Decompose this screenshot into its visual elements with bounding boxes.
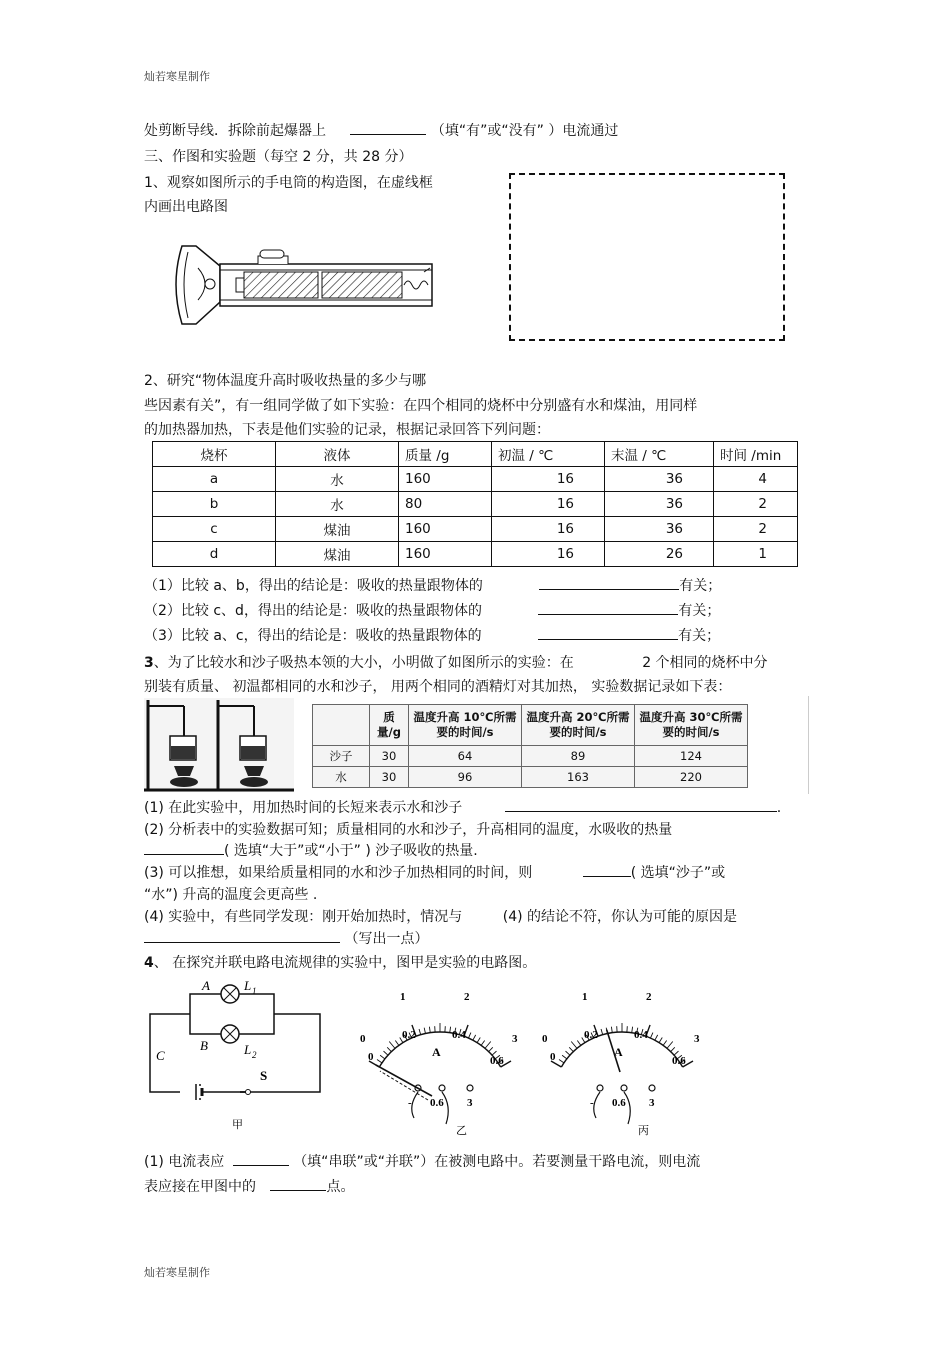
terminal-label: 3 [467, 1097, 473, 1109]
table-header: 质量 /g [399, 442, 492, 467]
q3-sub4-line2 [144, 928, 428, 948]
text: （填“串联”或“并联”）在被测电路中。若要测量干路电流，则电流 [293, 1154, 701, 1170]
lamp-subscript: 1 [252, 986, 257, 996]
text: (1) 在此实验中，用加热时间的长短来表示水和沙子 [144, 800, 463, 816]
q3-sub3-line1 [144, 862, 725, 882]
text: 、 在探究并联电路电流规律的实验中，图甲是实验的电路图。 [153, 955, 537, 971]
scale-tick [473, 1035, 476, 1040]
scale-label: 0 [360, 1033, 366, 1045]
text: 处剪断导线．拆除前起爆器上 [144, 123, 326, 139]
q3-sub2-line2 [144, 840, 478, 860]
table-cell: 36 [605, 517, 714, 542]
scale-label: 0.2 [584, 1029, 598, 1041]
text: 点。 [326, 1179, 355, 1195]
text: ( 选填“大于”或“小于” ) 沙子吸收的热量. [224, 843, 478, 859]
text: （写出一点） [344, 931, 429, 947]
page-footer: 灿若寒星制作 [144, 1266, 210, 1279]
table-header: 初温 / ℃ [492, 442, 605, 467]
q3-figure [144, 696, 809, 794]
scale-tick [559, 1060, 564, 1063]
table-cell: 16 [492, 467, 605, 492]
scale-label: 0 [542, 1033, 548, 1045]
switch-label: S [260, 1068, 268, 1083]
scale-tick [663, 1041, 667, 1046]
scale-tick [650, 1033, 652, 1038]
text: (3) 可以推想，如果给质量相同的水和沙子加热相同的时间，则 [144, 865, 533, 881]
scale-label: 1 [400, 991, 406, 1003]
scale-tick [380, 1055, 385, 1059]
table-header: 温度升高 10℃所需要的时间/s [409, 705, 522, 746]
text: ( 选填“沙子”或 [630, 865, 726, 881]
scale-tick [562, 1055, 567, 1059]
q2-sub2 [144, 600, 720, 620]
table-cell: 煤油 [276, 517, 399, 542]
table-cell: 64 [409, 746, 522, 767]
table-cell: 水 [276, 467, 399, 492]
answer-blank[interactable] [270, 1176, 326, 1191]
table-row [153, 492, 798, 517]
text: 有关； [678, 603, 721, 619]
answer-blank[interactable] [233, 1151, 289, 1166]
experiment-table [152, 441, 798, 567]
table-cell: 124 [635, 746, 748, 767]
q3-table-wrap [312, 704, 748, 788]
q4-sub1-line1 [144, 1151, 700, 1171]
unit-label: A [614, 1045, 623, 1059]
point-label: C [156, 1048, 165, 1063]
terminal-label: 0.6 [612, 1097, 626, 1109]
answer-blank[interactable] [583, 862, 631, 877]
terminal-label: - [408, 1097, 412, 1109]
table-cell: 26 [605, 542, 714, 567]
ammeter-needle [376, 1065, 432, 1096]
table-cell: 220 [635, 767, 748, 788]
scale-tick [671, 1047, 675, 1051]
table-cell: 30 [370, 767, 409, 788]
parallel-circuit-diagram [142, 976, 330, 1132]
scale-label: 0 [550, 1051, 556, 1063]
lamp-label: L [244, 1042, 252, 1057]
lamp-label: L [244, 978, 252, 993]
q2-sub1 [144, 575, 721, 595]
q4-line1 [144, 952, 536, 972]
scale-tick [429, 1027, 430, 1033]
ammeter-yi [348, 984, 528, 1140]
table-cell: 2 [714, 517, 798, 542]
scale-label: 2 [464, 991, 470, 1003]
table-cell: 36 [605, 467, 714, 492]
table-header: 液体 [276, 442, 399, 467]
q1-line1: 1、观察如图所示的手电筒的构造图，在虚线框 [144, 175, 433, 191]
answer-blank[interactable] [350, 120, 426, 135]
scale-tick [632, 1027, 633, 1033]
table-header-row [153, 442, 798, 467]
table-header-row [313, 705, 748, 746]
text: (1) 电流表应 [144, 1154, 225, 1170]
text: 2 个相同的烧杯中分 [642, 655, 768, 671]
text: 有关； [679, 578, 722, 594]
q3-sub2-line1: (2) 分析表中的实验数据可知；质量相同的水和沙子，升高相同的温度，水吸收的热量 [144, 822, 673, 838]
scale-tick [566, 1051, 570, 1055]
table-row [153, 517, 798, 542]
page-header: 灿若寒星制作 [144, 70, 210, 83]
text: （填“有”或“没有” ）电流通过 [430, 123, 619, 139]
scale-tick [667, 1041, 673, 1048]
table-cell: 2 [714, 492, 798, 517]
scale-tick [424, 1028, 425, 1034]
table-cell: 89 [522, 746, 635, 767]
table-cell: 16 [492, 542, 605, 567]
scale-label: 0.2 [402, 1029, 416, 1041]
terminal-label: 3 [649, 1097, 655, 1109]
question-number: 3 [144, 655, 154, 671]
table-header: 时间 /min [714, 442, 798, 467]
circuit-drawing-box[interactable] [509, 173, 785, 341]
scale-label: 0.6 [672, 1055, 686, 1067]
text: （2）比较 c、d，得出的结论是：吸收的热量跟物体的 [144, 603, 482, 619]
answer-blank[interactable] [538, 600, 678, 615]
q3-sub3-line2: “水”) 升高的温度会更高些 . [144, 887, 318, 903]
q3-sub1 [144, 797, 781, 817]
scale-tick [569, 1047, 573, 1051]
question-number: 4 [144, 955, 154, 971]
table-header [313, 705, 370, 746]
table-row [153, 542, 798, 567]
scale-tick [468, 1033, 470, 1038]
q2-line1: 2、研究“物体温度升高时吸收热量的多少与哪 [144, 373, 427, 389]
table-header: 末温 / ℃ [605, 442, 714, 467]
scale-label: 3 [694, 1033, 700, 1045]
scale-label: 3 [512, 1033, 518, 1045]
table-row [313, 746, 748, 767]
table-cell: 1 [714, 542, 798, 567]
text: 、为了比较水和沙子吸热本领的大小，小明做了如图所示的实验：在 [153, 655, 574, 671]
scale-label: 2 [646, 991, 652, 1003]
beaker-apparatus [144, 696, 294, 794]
table-cell: 30 [370, 746, 409, 767]
text: (4) 实验中，有些同学发现：刚开始加热时，情况与 [144, 909, 463, 925]
table-cell: c [153, 517, 276, 542]
table-cell: 16 [492, 492, 605, 517]
table-header: 质量/g [370, 705, 409, 746]
table-cell: 4 [714, 467, 798, 492]
scale-tick [489, 1047, 493, 1051]
text: （3）比较 a、c，得出的结论是：吸收的热量跟物体的 [144, 628, 482, 644]
q3-line1 [144, 652, 768, 672]
table-cell: 36 [605, 492, 714, 517]
q3-sub4-line1 [144, 906, 737, 926]
answer-blank[interactable] [539, 575, 679, 590]
scale-tick [611, 1027, 612, 1033]
table-cell: 160 [399, 542, 492, 567]
table-cell: 水 [276, 492, 399, 517]
table-header: 温度升高 30℃所需要的时间/s [635, 705, 748, 746]
needle-shadow [380, 1071, 428, 1100]
table-cell: 16 [492, 517, 605, 542]
answer-blank[interactable] [505, 797, 777, 812]
ammeter-bing [530, 984, 710, 1140]
scale-tick [481, 1041, 485, 1046]
table-cell: 煤油 [276, 542, 399, 567]
text: 有关； [678, 628, 721, 644]
q3-line2: 别装有质量、 初温都相同的水和沙子， 用两个相同的酒精灯对其加热， 实验数据记录如下表： [144, 679, 732, 695]
text: 表应接在甲图中的 [144, 1179, 256, 1195]
q4-sub1-line2 [144, 1176, 354, 1196]
scale-tick [485, 1041, 491, 1048]
scale-tick [387, 1047, 391, 1051]
scale-tick [477, 1038, 480, 1043]
point-label: A [202, 978, 210, 993]
terminal-label: - [590, 1097, 594, 1109]
scale-label: 0.4 [452, 1029, 466, 1041]
scale-tick [419, 1029, 421, 1035]
scale-tick [395, 1041, 399, 1046]
scale-label: 0.4 [634, 1029, 648, 1041]
point-label: B [200, 1038, 208, 1053]
q2-line3: 的加热器加热，下表是他们实验的记录，根据记录回答下列问题： [144, 422, 550, 438]
answer-blank[interactable] [144, 928, 340, 943]
scale-tick [601, 1029, 603, 1035]
scale-tick [571, 1041, 577, 1048]
table-cell: 163 [522, 767, 635, 788]
terminal-label: 0.6 [430, 1097, 444, 1109]
section-title: 三、作图和实验题（每空 2 分，共 28 分） [144, 149, 413, 165]
scale-tick [577, 1041, 581, 1046]
answer-blank[interactable] [144, 840, 224, 855]
scale-tick [659, 1038, 662, 1043]
text: . [776, 800, 782, 816]
table-cell: b [153, 492, 276, 517]
scale-tick [450, 1027, 451, 1033]
table-cell: 96 [409, 767, 522, 788]
scale-tick [384, 1051, 388, 1055]
q2-line2: 些因素有关”，有一组同学做了如下实验：在四个相同的烧杯中分别盛有水和煤油，用同样 [144, 398, 698, 414]
scale-tick [389, 1041, 395, 1048]
figure-caption: 乙 [456, 1125, 467, 1137]
text: （1）比较 a、b，得出的结论是：吸收的热量跟物体的 [144, 578, 483, 594]
table-row [153, 467, 798, 492]
table-cell: d [153, 542, 276, 567]
table-cell: 160 [399, 467, 492, 492]
table-header: 烧杯 [153, 442, 276, 467]
flashlight-diagram [168, 238, 440, 330]
scale-tick [377, 1060, 382, 1063]
table-cell: 160 [399, 517, 492, 542]
table-cell: 80 [399, 492, 492, 517]
scale-label: 1 [582, 991, 588, 1003]
scale-label: 0 [368, 1051, 374, 1063]
lamp-subscript: 2 [252, 1050, 257, 1060]
scale-tick [655, 1035, 658, 1040]
table-cell: 沙子 [313, 746, 370, 767]
q2-sub3 [144, 625, 720, 645]
figure-caption: 甲 [232, 1119, 243, 1131]
q1-line2: 内画出电路图 [144, 199, 228, 215]
sand-water-table [312, 704, 748, 788]
table-header: 温度升高 20℃所需要的时间/s [522, 705, 635, 746]
scale-label: 0.6 [490, 1055, 504, 1067]
figure-caption: 丙 [638, 1125, 649, 1137]
text-line [144, 120, 618, 140]
text: (4) 的结论不符，你认为可能的原因是 [502, 909, 738, 925]
answer-blank[interactable] [538, 625, 678, 640]
unit-label: A [432, 1045, 441, 1059]
table-cell: a [153, 467, 276, 492]
table-cell: 水 [313, 767, 370, 788]
table-row [313, 767, 748, 788]
